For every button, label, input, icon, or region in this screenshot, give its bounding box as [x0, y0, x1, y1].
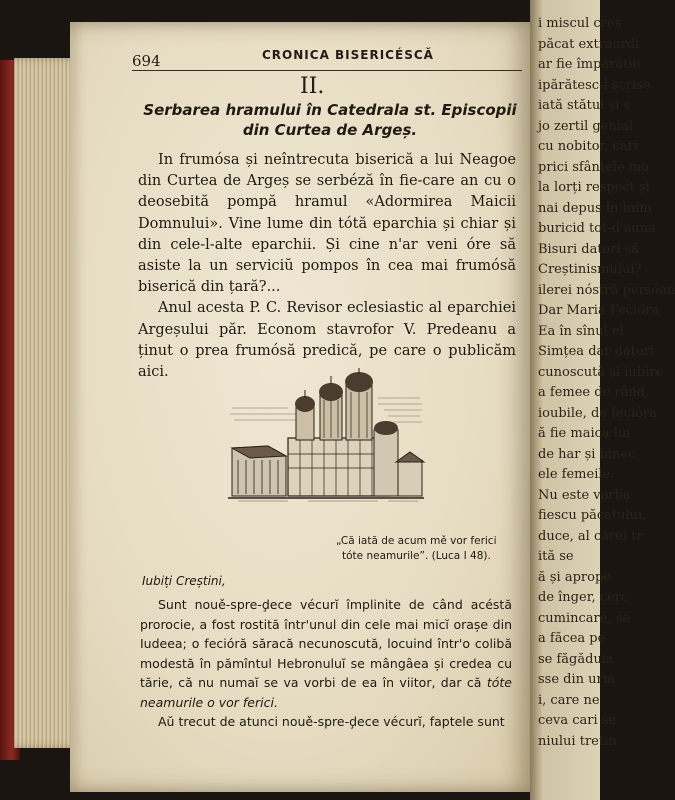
epigraph-line-1: „Că iată de acum mě vor ferici: [336, 535, 497, 547]
facing-page-line: buricid tot-d'auna: [538, 221, 656, 236]
facing-page-line: niului tretin: [538, 733, 617, 749]
facing-page-line: Bisuri datori să: [538, 241, 640, 257]
facing-page-line: Creștinismului?: [538, 262, 642, 277]
sermon-paragraph-1: [140, 595, 512, 712]
facing-page-line: de har și binec: [538, 446, 636, 462]
facing-page-line: ar fie împărăție: [538, 57, 641, 72]
facing-page-line: ioubile, de fecióra: [538, 405, 657, 421]
facing-page-line: i, care ne: [538, 692, 600, 708]
facing-page-line: a femee de rând,: [538, 385, 650, 400]
facing-page-line: de înger, cerc: [538, 590, 629, 605]
facing-page-line: la lorți respect și: [538, 180, 650, 195]
facing-page-line: nai depus în inim: [538, 200, 652, 216]
facing-page-line: se făgăduia: [538, 651, 614, 667]
epigraph: [336, 534, 516, 564]
page-number: 694: [132, 52, 161, 70]
facing-page-line: sse din urm: [538, 672, 616, 687]
facing-page-line: ită se: [538, 549, 574, 564]
sermon-body: [140, 595, 512, 732]
epigraph-line-2: tóte neamurile”. (Luca I 48).: [342, 550, 491, 562]
salutation: Iubiți Creștini,: [142, 574, 226, 588]
facing-page-line: ă și aprope: [538, 569, 611, 585]
section-number: II.: [300, 74, 325, 99]
facing-page-line: fiescu păcatului,: [538, 508, 647, 523]
facing-page-line: ele femeile.: [538, 467, 615, 482]
facing-page-line: jo zertil genial: [538, 118, 633, 134]
facing-page-line: i miscul creș: [538, 16, 622, 31]
facing-page-line: prici sfântele mo: [538, 159, 649, 175]
chapter-title: Serbarea hramului în Catedrala st. Episcopii din Curtea de Argeș.: [143, 101, 517, 139]
sermon-emphasis: tóte neamurile o vor ferici.: [140, 675, 512, 710]
facing-page-line: cu nobitor, cari: [538, 139, 638, 154]
facing-page: [530, 0, 675, 800]
facing-page-line: cunoscută și iubire: [538, 364, 664, 380]
sermon-paragraph-2: Aŭ trecut de atunci nouě-spre-ḑece vécurĭ, faptele sunt: [158, 714, 505, 729]
facing-page-line: ilerei nóstră persoan: [538, 282, 675, 298]
running-title: CRONICA BISERICÉSCĂ: [262, 48, 434, 62]
facing-page-line: Dar Maria Fecióra: [538, 303, 660, 318]
sermon-paragraph-1-text: Sunt nouě-spre-ḑece vécurĭ împlinite de când acéstă prorocie, a fost rostită într'unul din cele mai micĭ orașe din Iudeea; o fecióră săracă necunoscută, locuind într'o colibă modestă în pămîntul Hebronuluĭ se mângâea și credea cu tărie, că nu numaĭ se va vorbi de ea în viitor, dar că: [140, 597, 512, 690]
facing-page-line: Nu este vorba: [538, 487, 631, 503]
paragraph-2: Anul acesta P. C. Revisor eclesiastic al eparchiei Argeșului păr. Econom stavrofor V. Predeanu a ținut o prea frumósă predică, pe care o publicăm aici.: [138, 300, 516, 381]
cathedral-engraving-icon: [228, 368, 424, 504]
facing-page-line: ceva cari se: [538, 713, 617, 728]
facing-page-text: [530, 0, 675, 752]
running-head: [132, 46, 522, 71]
facing-page-line: duce, al cărei tr: [538, 528, 643, 544]
facing-page-line: cumincare, sa: [538, 610, 631, 626]
article-body: [138, 150, 516, 383]
facing-page-line: ă fie maica lui: [538, 426, 631, 441]
facing-page-line: Simțea dar datori: [538, 344, 655, 359]
facing-page-line: a făcea pe: [538, 631, 606, 646]
paragraph-1: In frumósa și neîntrecuta biserică a lui Neagoe din Curtea de Argeș se serbéză în fie-care an cu o deosebită pompă hramul «Adormirea Maicii Domnului». Vine lume din tótă eparchia și chiar și din cele-l-alte eparchii. Și cine n'ar veni óre să asiste la un serviciŭ pompos în cea mai frumósă biserică din țară?...: [138, 152, 516, 296]
facing-page-line: ipărătesc-î scrise: [538, 77, 651, 93]
facing-page-line: iată stătui și ș: [538, 98, 631, 113]
facing-page-line: Ea în sînul el: [538, 323, 624, 339]
facing-page-line: păcat extraordi: [538, 36, 640, 52]
